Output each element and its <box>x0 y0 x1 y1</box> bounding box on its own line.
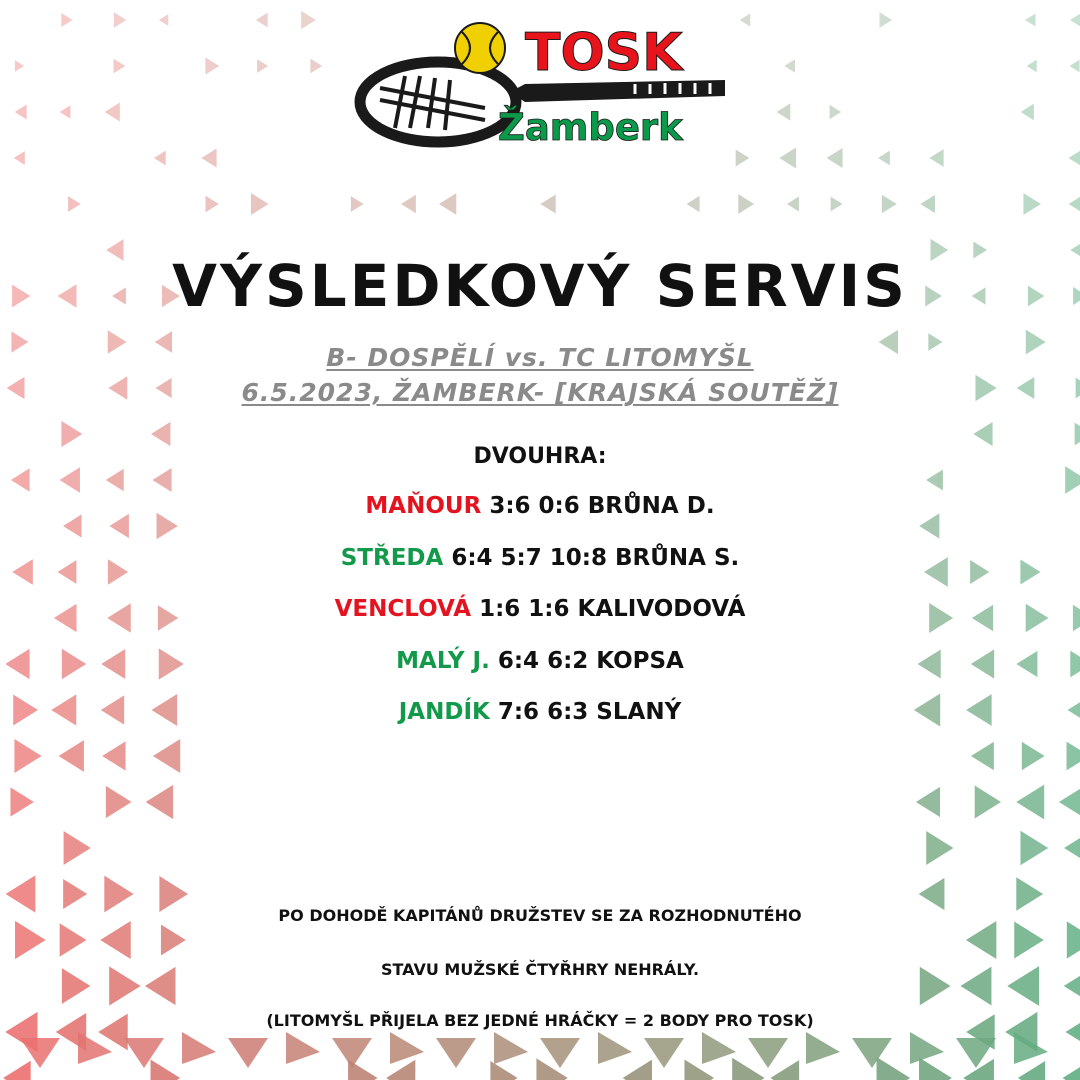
page-title: VÝSLEDKOVÝ SERVIS <box>172 252 908 320</box>
home-player: JANDÍK <box>398 699 490 725</box>
logo-text-tosk: TOSK <box>525 23 683 83</box>
pattern-triangle <box>1070 60 1080 72</box>
match-score: 6:4 5:7 10:8 <box>451 545 607 571</box>
pattern-triangle <box>1069 148 1080 168</box>
pattern-triangle <box>880 12 893 28</box>
away-player: SLANÝ <box>596 699 682 725</box>
pattern-triangle <box>286 1032 320 1064</box>
note-line-3: (LITOMYŠL PŘIJELA BEZ JEDNÉ HRÁČKY = 2 BODY PRO TOSK) <box>266 1011 814 1030</box>
pattern-triangle <box>114 59 126 74</box>
pattern-triangle <box>1025 13 1035 26</box>
pattern-triangle <box>1067 742 1080 771</box>
home-player: VENCLOVÁ <box>334 596 472 622</box>
pattern-triangle <box>59 740 84 772</box>
pattern-triangle <box>154 151 166 166</box>
match-row <box>0 699 1080 725</box>
pattern-triangle <box>152 468 171 492</box>
away-player: BRŮNA S. <box>614 545 740 571</box>
section-heading-singles: DVOUHRA: <box>473 444 607 469</box>
pattern-triangle <box>61 13 72 27</box>
match-subtitle-date-venue: 6.5.2023, ŽAMBERK- [KRAJSKÁ SOUTĚŽ] <box>241 378 839 407</box>
pattern-triangle <box>736 149 750 166</box>
match-subtitle-teams: B- DOSPĚLÍ vs. TC LITOMYŠL <box>326 343 754 372</box>
home-player: MALÝ J. <box>396 648 490 674</box>
away-player: BRŮNA D. <box>587 493 715 519</box>
pattern-triangle <box>201 148 216 167</box>
pattern-triangle <box>1023 193 1040 215</box>
pattern-triangle <box>787 197 799 212</box>
pattern-triangle <box>1027 60 1037 73</box>
pattern-triangle <box>60 923 87 956</box>
pattern-triangle <box>332 1038 372 1068</box>
match-row <box>0 596 1080 622</box>
pattern-triangle <box>228 1038 268 1068</box>
pattern-triangle <box>68 196 81 212</box>
pattern-triangle <box>105 103 120 122</box>
pattern-triangle <box>1069 195 1080 213</box>
pattern-triangle <box>102 741 125 770</box>
pattern-triangle <box>929 149 943 167</box>
match-score: 1:6 1:6 <box>479 596 570 622</box>
match-score: 7:6 6:3 <box>497 699 589 725</box>
pattern-triangle <box>15 105 27 120</box>
pattern-triangle <box>1014 922 1044 959</box>
pattern-triangle <box>1016 785 1044 820</box>
pattern-triangle <box>877 1057 911 1080</box>
pattern-triangle <box>1022 742 1045 770</box>
pattern-triangle <box>205 196 218 213</box>
pattern-triangle <box>830 105 842 119</box>
pattern-triangle <box>1020 831 1048 866</box>
pattern-triangle <box>1067 921 1080 958</box>
pattern-triangle <box>540 1038 580 1068</box>
pattern-triangle <box>1021 104 1034 121</box>
pattern-triangle <box>919 1057 952 1080</box>
pattern-triangle <box>740 13 750 26</box>
pattern-triangle <box>920 195 935 213</box>
pattern-triangle <box>439 193 456 215</box>
pattern-triangle <box>182 1032 216 1064</box>
pattern-triangle <box>436 1038 476 1068</box>
pattern-triangle <box>151 1059 181 1080</box>
pattern-triangle <box>1070 13 1080 27</box>
pattern-triangle <box>351 196 364 212</box>
note-line-1: PO DOHODĚ KAPITÁNŮ DRUŽSTEV SE ZA ROZHODNUTÉHO <box>278 906 802 925</box>
pattern-triangle <box>784 59 795 72</box>
pattern-triangle <box>684 1060 714 1080</box>
pattern-triangle <box>301 11 316 29</box>
pattern-triangle <box>878 151 890 166</box>
pattern-triangle <box>60 467 80 492</box>
match-score: 3:6 0:6 <box>489 493 580 519</box>
pattern-triangle <box>490 1061 517 1080</box>
pattern-triangle <box>100 921 130 959</box>
pattern-triangle <box>153 739 180 773</box>
pattern-triangle <box>3 1061 31 1080</box>
pattern-triangle <box>1059 785 1080 819</box>
pattern-triangle <box>770 1060 799 1080</box>
pattern-triangle <box>1018 1061 1045 1080</box>
pattern-triangle <box>966 921 996 959</box>
pattern-triangle <box>1063 1059 1080 1080</box>
pattern-triangle <box>146 785 173 819</box>
pattern-triangle <box>1064 833 1080 864</box>
away-player: KALIVODOVÁ <box>577 596 746 622</box>
pattern-triangle <box>1075 423 1080 446</box>
pattern-triangle <box>15 921 46 959</box>
pattern-triangle <box>20 1038 60 1068</box>
pattern-triangle <box>916 787 940 817</box>
pattern-triangle <box>975 786 1001 819</box>
pattern-triangle <box>14 739 41 773</box>
pattern-triangle <box>777 103 791 120</box>
home-player: STŘEDA <box>340 545 444 571</box>
pattern-triangle <box>827 148 843 168</box>
pattern-triangle <box>598 1032 632 1064</box>
pattern-triangle <box>702 1032 736 1064</box>
pattern-triangle <box>151 422 170 446</box>
pattern-triangle <box>831 197 843 212</box>
pattern-triangle <box>973 422 992 446</box>
pattern-triangle <box>64 831 91 865</box>
pattern-triangle <box>779 148 796 169</box>
pattern-triangle <box>494 1032 528 1064</box>
pattern-triangle <box>910 1032 944 1064</box>
tosk-zamberk-logo <box>350 18 730 148</box>
away-player: KOPSA <box>596 648 684 674</box>
pattern-triangle <box>401 195 416 214</box>
pattern-triangle <box>205 57 219 74</box>
pattern-triangle <box>60 105 71 118</box>
pattern-triangle <box>251 193 269 215</box>
match-row <box>0 493 1080 519</box>
pattern-triangle <box>256 13 268 28</box>
pattern-triangle <box>971 742 994 771</box>
pattern-triangle <box>806 1032 840 1064</box>
pattern-triangle <box>63 879 87 909</box>
pattern-triangle <box>124 1038 164 1068</box>
pattern-triangle <box>114 12 126 27</box>
pattern-triangle <box>732 1058 764 1080</box>
pattern-triangle <box>882 195 897 214</box>
tennis-ball-icon <box>455 23 505 73</box>
pattern-triangle <box>738 194 754 214</box>
pattern-triangle <box>540 194 555 213</box>
home-player: MAŇOUR <box>365 493 482 519</box>
pattern-triangle <box>161 925 186 956</box>
pattern-triangle <box>687 196 700 212</box>
pattern-triangle <box>1065 466 1080 494</box>
pattern-triangle <box>257 59 268 73</box>
pattern-triangle <box>623 1060 652 1080</box>
pattern-triangle <box>926 831 953 865</box>
match-score: 6:4 6:2 <box>497 648 589 674</box>
pattern-triangle <box>106 469 124 492</box>
pattern-triangle <box>10 787 33 816</box>
pattern-triangle <box>748 1038 788 1068</box>
pattern-triangle <box>310 59 322 74</box>
match-row <box>0 545 1080 571</box>
logo-text-zamberk: Žamberk <box>498 106 683 148</box>
pattern-triangle <box>11 468 30 491</box>
note-line-2: STAVU MUŽSKÉ ČTYŘHRY NEHRÁLY. <box>380 960 700 979</box>
pattern-triangle <box>15 60 24 71</box>
match-row <box>0 648 1080 674</box>
pattern-triangle <box>106 786 132 818</box>
pattern-triangle <box>390 1032 424 1064</box>
pattern-triangle <box>159 14 168 26</box>
pattern-triangle <box>926 469 943 490</box>
pattern-triangle <box>14 151 25 165</box>
